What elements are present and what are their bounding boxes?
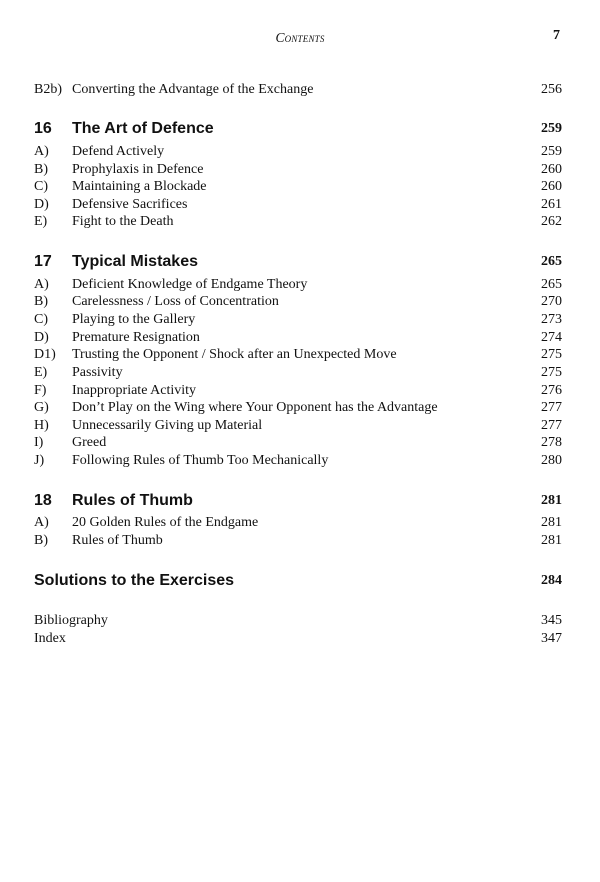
chapter-18-heading — [34, 491, 562, 511]
entry-page: 260 — [541, 162, 562, 177]
toc-entry — [34, 329, 562, 347]
entry-title: Fight to the Death — [72, 214, 174, 229]
entry-code: A) — [34, 515, 49, 530]
entry-title: Don’t Play on the Wing where Your Opponent has the Advantage — [72, 400, 438, 415]
index-entry — [34, 630, 562, 648]
entry-page: 259 — [541, 144, 562, 159]
entry-page: 270 — [541, 294, 562, 309]
entry-code: E) — [34, 365, 48, 380]
entry-title: Trusting the Opponent / Shock after an Unexpected Move — [72, 347, 397, 362]
entry-code: B) — [34, 162, 48, 177]
chapter-16-heading — [34, 119, 562, 139]
chapter-number: 18 — [34, 492, 52, 509]
toc-entry — [34, 532, 562, 550]
entry-code: H) — [34, 418, 49, 433]
entry-title: Greed — [72, 435, 107, 450]
entry-title: Bibliography — [34, 613, 108, 628]
entry-page: 275 — [541, 365, 562, 380]
entry-code: B2b) — [34, 82, 62, 97]
toc-entry — [34, 311, 562, 329]
toc-entry-b2b — [34, 81, 562, 99]
entry-page: 265 — [541, 277, 562, 292]
entry-title: Inappropriate Activity — [72, 383, 197, 398]
entry-page: 256 — [541, 82, 562, 97]
entry-code: C) — [34, 179, 48, 194]
entry-page: 273 — [541, 312, 562, 327]
toc-entry — [34, 417, 562, 435]
entry-page: 275 — [541, 347, 562, 362]
toc-entry — [34, 434, 562, 452]
entry-code: I) — [34, 435, 44, 450]
toc-entry — [34, 196, 562, 214]
entry-title: 20 Golden Rules of the Endgame — [72, 515, 259, 530]
entry-code: B) — [34, 533, 48, 548]
toc-entry — [34, 364, 562, 382]
running-title: Contents — [275, 30, 325, 45]
chapter-title: Rules of Thumb — [72, 492, 193, 509]
toc-entry — [34, 213, 562, 231]
entry-page: 281 — [541, 533, 562, 548]
chapter-title: Solutions to the Exercises — [34, 572, 235, 589]
entry-code: G) — [34, 400, 49, 415]
entry-code: A) — [34, 144, 49, 159]
entry-page: 260 — [541, 179, 562, 194]
chapter-page: 281 — [541, 493, 562, 508]
toc-entry — [34, 382, 562, 400]
entry-code: A) — [34, 277, 49, 292]
entry-code: D) — [34, 197, 49, 212]
toc-entry — [34, 143, 562, 161]
entry-title: Defend Actively — [72, 144, 165, 159]
entry-page: 345 — [541, 613, 562, 628]
entry-title: Carelessness / Loss of Concentration — [72, 294, 279, 309]
entry-page: 277 — [541, 418, 562, 433]
toc-entry — [34, 293, 562, 311]
entry-page: 277 — [541, 400, 562, 415]
entry-page: 274 — [541, 330, 562, 345]
entry-page: 276 — [541, 383, 562, 398]
entry-title: Converting the Advantage of the Exchange — [72, 82, 314, 97]
toc-entry — [34, 276, 562, 294]
entry-title: Maintaining a Blockade — [72, 179, 207, 194]
toc-entry — [34, 346, 562, 364]
toc-entry — [34, 514, 562, 532]
entry-page: 280 — [541, 453, 562, 468]
toc-entry — [34, 161, 562, 179]
entry-title: Defensive Sacrifices — [72, 197, 188, 212]
chapter-title: Typical Mistakes — [72, 253, 198, 270]
entry-code: E) — [34, 214, 48, 229]
toc-entry — [34, 399, 562, 417]
page-number: 7 — [553, 28, 560, 43]
entry-title: Premature Resignation — [72, 330, 200, 345]
entry-code: D) — [34, 330, 49, 345]
bibliography-entry — [34, 612, 562, 630]
entry-code: C) — [34, 312, 48, 327]
entry-page: 281 — [541, 515, 562, 530]
chapter-number: 17 — [34, 253, 52, 270]
solutions-heading — [34, 571, 562, 591]
toc-entry — [34, 452, 562, 470]
entry-title: Playing to the Gallery — [72, 312, 196, 327]
entry-title: Prophylaxis in Defence — [72, 162, 204, 177]
entry-page: 262 — [541, 214, 562, 229]
entry-page: 347 — [541, 631, 562, 646]
entry-page: 278 — [541, 435, 562, 450]
chapter-page: 265 — [541, 254, 562, 269]
entry-code: J) — [34, 453, 45, 468]
chapter-page: 284 — [541, 573, 562, 588]
chapter-page: 259 — [541, 121, 562, 136]
entry-title: Following Rules of Thumb Too Mechanically — [72, 453, 329, 468]
entry-code: D1) — [34, 347, 56, 362]
chapter-title: The Art of Defence — [72, 120, 214, 137]
entry-code: F) — [34, 383, 47, 398]
entry-title: Rules of Thumb — [72, 533, 163, 548]
entry-title: Index — [34, 631, 66, 646]
entry-title: Passivity — [72, 365, 123, 380]
entry-title: Deficient Knowledge of Endgame Theory — [72, 277, 308, 292]
chapter-17-heading — [34, 252, 562, 272]
entry-title: Unnecessarily Giving up Material — [72, 418, 263, 433]
entry-page: 261 — [541, 197, 562, 212]
chapter-number: 16 — [34, 120, 52, 137]
toc-entry — [34, 178, 562, 196]
entry-code: B) — [34, 294, 48, 309]
